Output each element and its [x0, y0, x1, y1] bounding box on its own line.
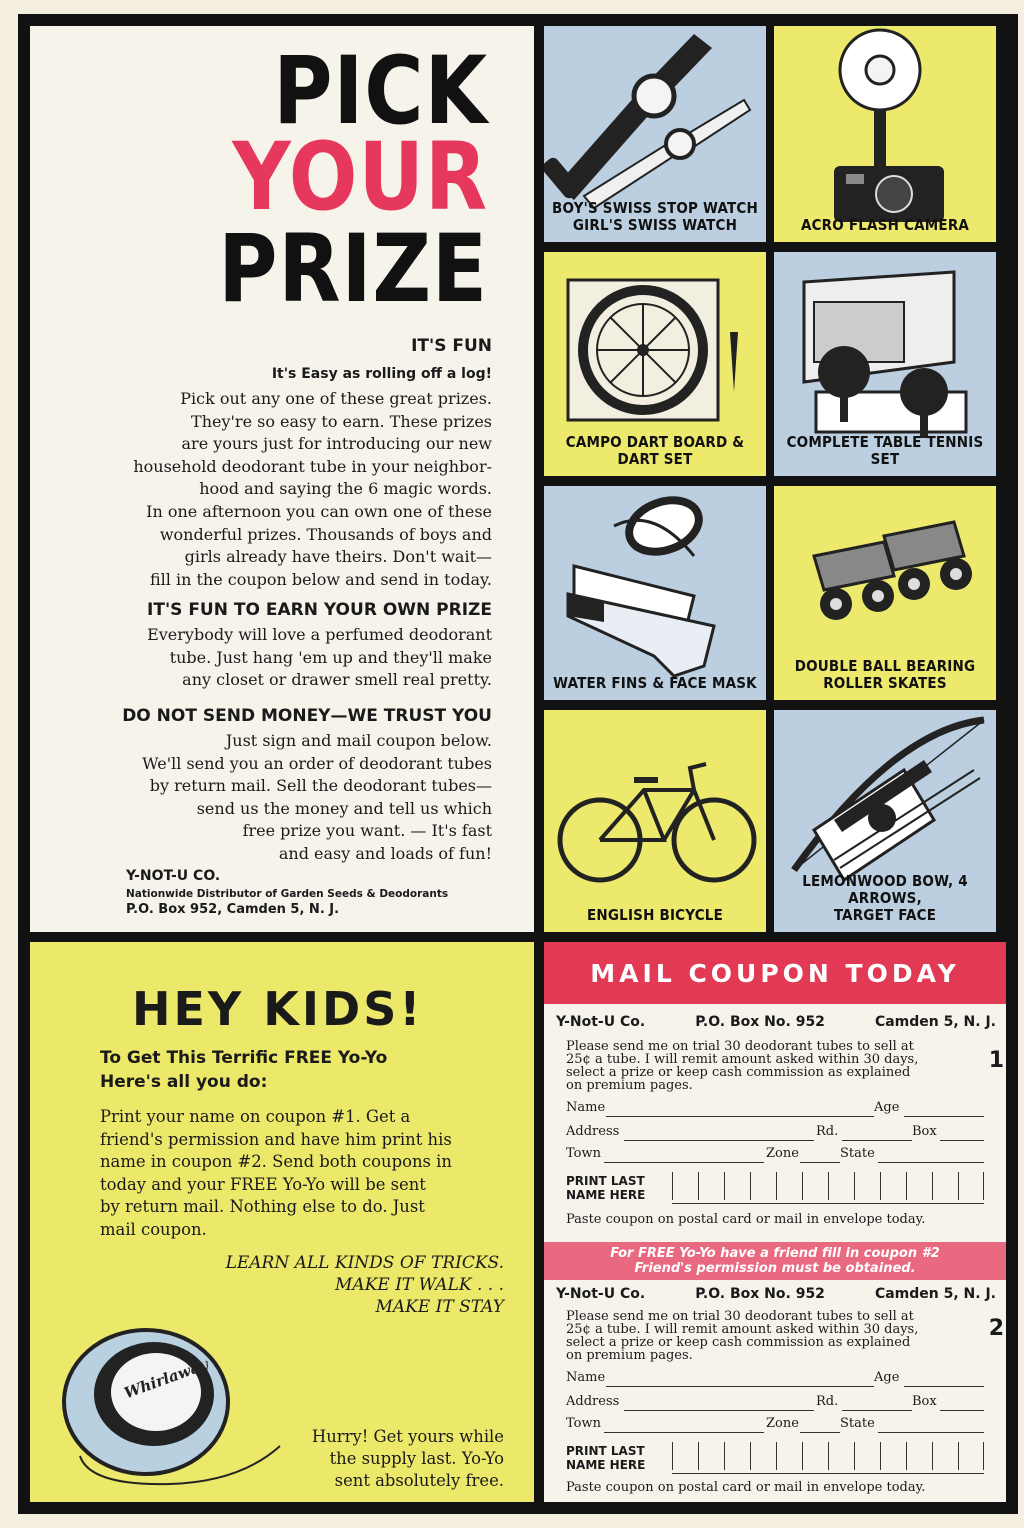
yoyo-subtitle: To Get This Terrific FREE Yo-Yo — [100, 1048, 388, 1068]
trust-paragraph — [142, 730, 492, 866]
coupon-address — [556, 1014, 996, 1030]
text-line: free prize you want. — It's fast — [242, 821, 492, 841]
box-field[interactable] — [940, 1140, 984, 1141]
prize-caption — [548, 200, 762, 234]
coupon-text — [566, 1040, 976, 1092]
earn-paragraph — [147, 624, 492, 692]
text-line: NAME HERE — [566, 1458, 646, 1472]
headline-prize: PRIZE — [218, 215, 488, 324]
yoyo-subtitle-2: Here's all you do: — [100, 1072, 268, 1092]
prize-tile-skates — [774, 486, 996, 700]
text-line: name in coupon #2. Send both coupons in — [100, 1152, 452, 1171]
caption-line: GIRL'S SWISS WATCH — [572, 216, 738, 234]
caption-line: ACRO FLASH CAMERA — [800, 216, 970, 234]
text-line: on premium pages. — [566, 1078, 693, 1093]
yoyo-icon — [50, 1316, 290, 1496]
text-line: LEARN ALL KINDS OF TRICKS. — [225, 1253, 504, 1273]
camera-icon — [774, 26, 996, 242]
caption-line: BOY'S SWISS STOP WATCH — [552, 199, 758, 217]
text-line: fill in the coupon below and send in today. — [149, 569, 492, 589]
text-line: MAKE IT WALK . . . — [335, 1275, 504, 1295]
state-field[interactable] — [878, 1432, 984, 1433]
text-line: sent absolutely free. — [334, 1471, 504, 1490]
caption-line: ROLLER SKATES — [823, 674, 947, 692]
rd-label: Rd. — [816, 1124, 839, 1139]
coupon-1 — [544, 1004, 1006, 1278]
text-line: select a prize or keep cash commission as explained — [566, 1335, 911, 1350]
text-line: NAME HERE — [566, 1188, 646, 1202]
name-field[interactable] — [606, 1386, 874, 1387]
address-field[interactable] — [624, 1410, 814, 1411]
text-line: MAKE IT STAY — [375, 1297, 504, 1317]
text-line: They're so easy to earn. These prizes — [191, 411, 492, 431]
zone-label: Zone — [766, 1146, 799, 1161]
prize-text-panel — [30, 26, 534, 932]
coupon-box: P.O. Box No. 952 — [695, 1286, 825, 1302]
text-line: send us the money and tell us which — [196, 798, 492, 818]
rd-field[interactable] — [842, 1410, 912, 1411]
text-line: any closet or drawer smell real pretty. — [182, 670, 492, 690]
prize-tile-dartboard — [544, 252, 766, 476]
earn-heading: IT'S FUN TO EARN YOUR OWN PRIZE — [147, 600, 492, 620]
text-line: Just sign and mail coupon below. — [225, 731, 492, 750]
text-line: tube. Just hang 'em up and they'll make — [169, 647, 492, 667]
text-line: Pick out any one of these great prizes. — [180, 389, 492, 408]
paste-note: Paste coupon on postal card or mail in envelope today. — [566, 1480, 926, 1495]
coupon-city: Camden 5, N. J. — [874, 1286, 996, 1302]
text-line: PRINT LAST — [566, 1444, 645, 1458]
paste-note: Paste coupon on postal card or mail in envelope today. — [566, 1212, 926, 1227]
intro-paragraph — [133, 388, 492, 591]
town-label: Town — [566, 1416, 601, 1431]
coupon-banner: MAIL COUPON TODAY — [544, 942, 1006, 1004]
zone-field[interactable] — [800, 1432, 840, 1433]
prize-caption — [548, 434, 762, 468]
coupon-number: 2 — [988, 1316, 1004, 1341]
zone-label: Zone — [766, 1416, 799, 1431]
address-label: Address — [566, 1394, 620, 1409]
address-label: Address — [566, 1124, 620, 1139]
caption-line: TARGET FACE — [833, 906, 937, 924]
text-line: the supply last. Yo-Yo — [329, 1449, 504, 1468]
prize-tile-camera — [774, 26, 996, 242]
text-line: 25¢ a tube. I will remit amount asked within 30 days, — [566, 1322, 919, 1337]
company-address: P.O. Box 952, Camden 5, N. J. — [126, 902, 340, 917]
text-line: PRINT LAST — [566, 1174, 645, 1188]
text-line: Everybody will love a perfumed deodorant — [147, 625, 492, 644]
box-label: Box — [912, 1394, 937, 1409]
caption-line: DART SET — [617, 450, 693, 468]
text-line: 25¢ a tube. I will remit amount asked within 30 days, — [566, 1052, 919, 1067]
prize-caption — [548, 675, 762, 692]
text-line: Friend's permission must be obtained. — [634, 1261, 916, 1276]
text-line: and easy and loads of fun! — [278, 843, 492, 863]
name-label: Name — [566, 1370, 606, 1385]
caption-line: WATER FINS & FACE MASK — [553, 674, 757, 692]
coupon-city: Camden 5, N. J. — [874, 1014, 996, 1030]
last-name-boxes[interactable] — [672, 1172, 984, 1204]
friend-notice — [544, 1242, 1006, 1280]
mail-coupon — [544, 942, 1006, 1502]
state-label: State — [840, 1416, 875, 1431]
hurry-text — [312, 1426, 504, 1492]
text-line: wonderful prizes. Thousands of boys and — [159, 524, 492, 544]
prize-caption — [778, 873, 992, 924]
trust-heading: DO NOT SEND MONEY—WE TRUST YOU — [122, 706, 492, 726]
hey-kids-title: HEY KIDS! — [132, 982, 424, 1036]
box-field[interactable] — [940, 1410, 984, 1411]
caption-line: ENGLISH BICYCLE — [586, 906, 724, 924]
headline-pick: PICK — [273, 37, 488, 146]
prize-tile-watches — [544, 26, 766, 242]
age-label: Age — [874, 1100, 900, 1115]
age-label: Age — [874, 1370, 900, 1385]
yoyo-instructions — [100, 1106, 510, 1241]
text-line: mail coupon. — [100, 1219, 207, 1239]
tricks-text — [226, 1252, 504, 1318]
prize-caption — [548, 907, 762, 924]
print-name-label — [566, 1444, 645, 1472]
age-field[interactable] — [904, 1386, 984, 1387]
fins-mask-icon — [544, 486, 766, 700]
yoyo-panel — [30, 942, 534, 1502]
text-line: In one afternoon you can own one of these — [146, 501, 492, 521]
coupon-company: Y-Not-U Co. — [556, 1014, 646, 1030]
text-line: girls already have theirs. Don't wait— — [184, 547, 492, 567]
yoyo-brand: Whirlaway — [121, 1355, 211, 1403]
rd-label: Rd. — [816, 1394, 839, 1409]
text-line: Print your name on coupon #1. Get a — [100, 1107, 411, 1126]
prize-caption — [778, 217, 992, 234]
coupon-number: 1 — [988, 1048, 1004, 1073]
prize-tile-fins — [544, 486, 766, 700]
town-label: Town — [566, 1146, 601, 1161]
its-fun-label: IT'S FUN — [411, 336, 492, 356]
prize-tile-bicycle — [544, 710, 766, 932]
ad-page — [18, 14, 1018, 1514]
text-line: household deodorant tube in your neighbor- — [133, 456, 492, 476]
coupon-text — [566, 1310, 976, 1362]
prize-caption — [778, 658, 992, 692]
headline-your: YOUR — [232, 123, 488, 232]
text-line: today and your FREE Yo-Yo will be sent — [100, 1174, 426, 1194]
prize-caption — [778, 434, 992, 468]
state-field[interactable] — [878, 1162, 984, 1163]
caption-line: LEMONWOOD BOW, 4 ARROWS, — [802, 872, 968, 907]
text-line: by return mail. Sell the deodorant tubes— — [149, 776, 492, 796]
print-name-label — [566, 1174, 645, 1202]
text-line: Hurry! Get yours while — [311, 1427, 504, 1446]
zone-field[interactable] — [800, 1162, 840, 1163]
text-line: on premium pages. — [566, 1348, 693, 1363]
name-label: Name — [566, 1100, 606, 1115]
easy-tagline: It's Easy as rolling off a log! — [271, 366, 492, 382]
bicycle-icon — [544, 710, 766, 932]
coupon-company: Y-Not-U Co. — [556, 1286, 646, 1302]
box-label: Box — [912, 1124, 937, 1139]
state-label: State — [840, 1146, 875, 1161]
coupon-2 — [544, 1280, 1006, 1502]
age-field[interactable] — [904, 1116, 984, 1117]
text-line: by return mail. Nothing else to do. Just — [100, 1197, 425, 1216]
town-field[interactable] — [604, 1162, 764, 1163]
coupon-box: P.O. Box No. 952 — [695, 1014, 825, 1030]
text-line: Please send me on trial 30 deodorant tubes to sell at — [566, 1309, 914, 1324]
company-tagline: Nationwide Distributor of Garden Seeds & Deodorants — [126, 888, 449, 900]
text-line: are yours just for introducing our new — [181, 434, 492, 454]
town-field[interactable] — [604, 1432, 764, 1433]
prize-tile-bow — [774, 710, 996, 932]
text-line: We'll send you an order of deodorant tubes — [142, 753, 492, 773]
prize-tile-table-tennis — [774, 252, 996, 476]
text-line: For FREE Yo-Yo have a friend fill in coupon #2 — [610, 1246, 940, 1261]
text-line: hood and saying the 6 magic words. — [199, 479, 492, 499]
name-field[interactable] — [606, 1116, 874, 1117]
address-field[interactable] — [624, 1140, 814, 1141]
caption-line: CAMPO DART BOARD & — [565, 433, 745, 451]
text-line: Please send me on trial 30 deodorant tubes to sell at — [566, 1039, 914, 1054]
text-line: select a prize or keep cash commission as explained — [566, 1065, 911, 1080]
caption-line: DOUBLE BALL BEARING — [794, 657, 976, 675]
rd-field[interactable] — [842, 1140, 912, 1141]
coupon-address — [556, 1286, 996, 1302]
last-name-boxes[interactable] — [672, 1442, 984, 1474]
text-line: friend's permission and have him print his — [100, 1129, 452, 1149]
company-name: Y-NOT-U CO. — [126, 868, 221, 884]
caption-line: COMPLETE TABLE TENNIS SET — [786, 433, 984, 468]
